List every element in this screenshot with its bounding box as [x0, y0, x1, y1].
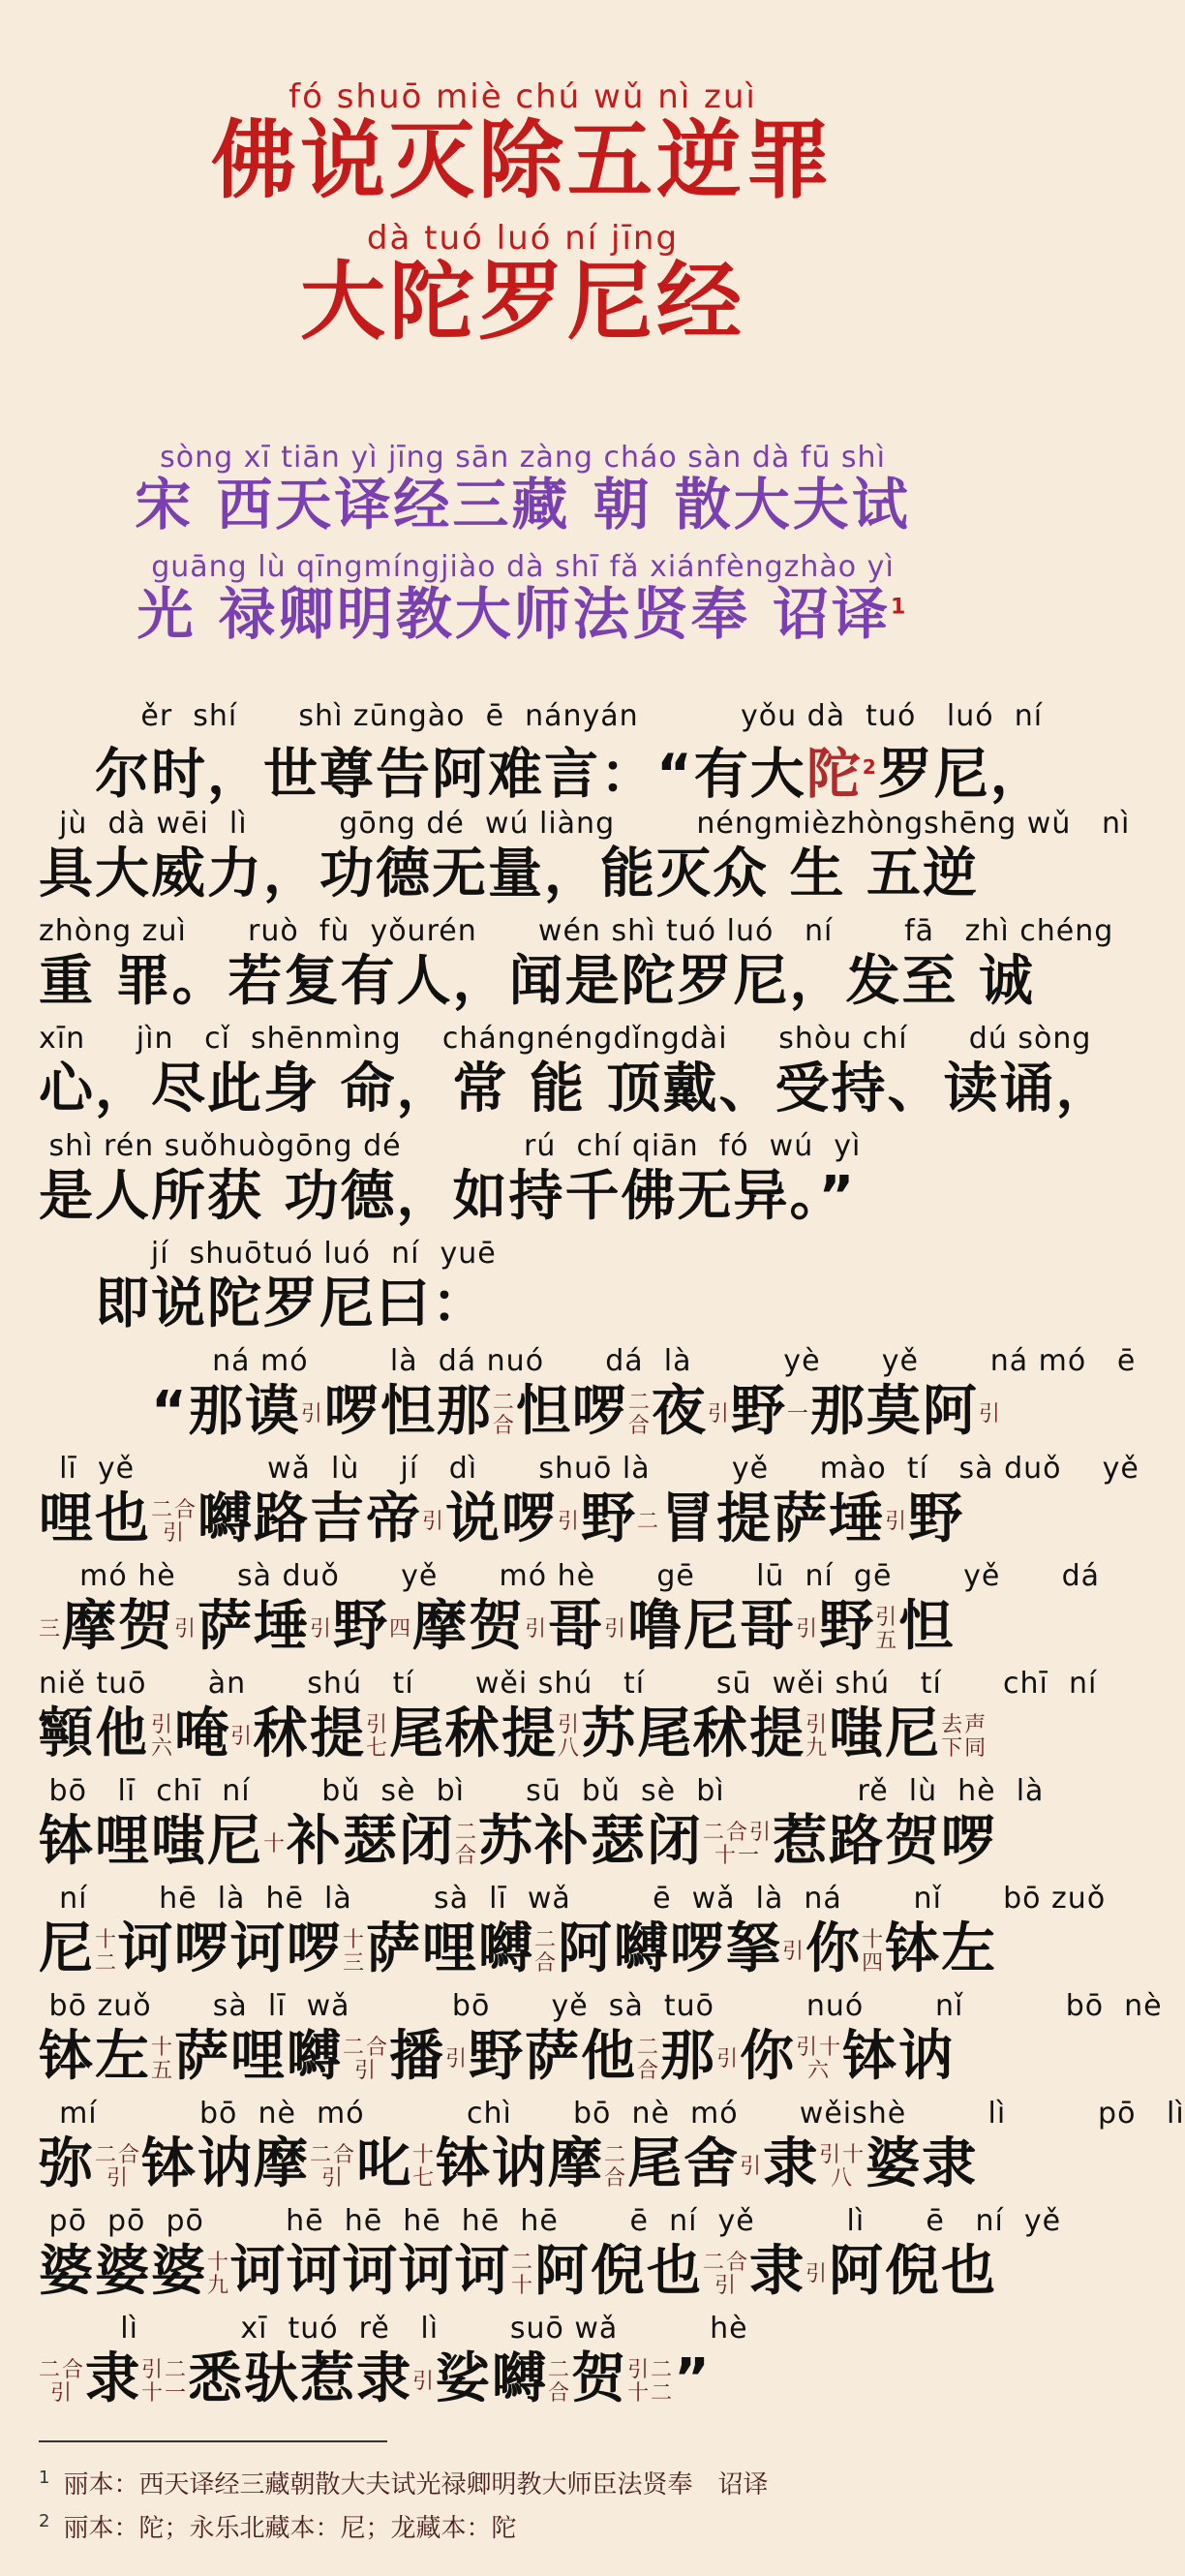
sutra-line-text: 哩也二合 引 嚩路吉帝引说啰引野二冒提萨埵引野 — [39, 1487, 965, 1550]
sutra-line-pinyin: bō lī chī ní bǔ sè bì sū bǔ sè bì rě lù hè là — [39, 1774, 1045, 1808]
annotation-mark: 引 — [525, 1616, 549, 1641]
sutra-line-pinyin: shì rén suǒhuògōng dé rú chí qiān fó wú yì — [39, 1129, 862, 1163]
annotation-mark: 引 — [805, 2261, 830, 2286]
sutra-line-pinyin: xīn jìn cǐ shēnmìng chángnéngdǐngdài shòu chí dú sòng — [39, 1022, 1092, 1056]
sutra-line — [39, 2202, 1062, 2303]
title-line2: 大陀罗尼经 — [299, 252, 745, 353]
footnote-ref-2: 2 — [862, 755, 878, 779]
annotation-mark: 二 合 — [534, 1927, 559, 1976]
sutra-line-pinyin: niě tuō àn shú tí wěi shú tí sū wěi shú tí chī ní — [39, 1667, 1098, 1701]
sutra-line-text: 重 罪。若复有人，闻是陀罗尼，发至 诚 — [39, 950, 1035, 1013]
annotation-mark: 引 — [300, 1401, 324, 1426]
annotation-mark: 引十 八 — [819, 2142, 866, 2191]
annotation-mark: 引 — [716, 2046, 741, 2071]
sutra-line — [39, 1772, 1045, 1873]
variant-char: 陀 — [805, 743, 863, 807]
sutra-line — [39, 1987, 1163, 2088]
annotation-mark: 十 七 — [412, 2142, 437, 2191]
annotation-mark: 引 — [796, 1616, 820, 1641]
annotation-mark: 二 — [637, 1509, 661, 1534]
footnote-2 — [39, 2508, 516, 2544]
sutra-line — [39, 1880, 1107, 1980]
sutra-line-text: 弥二合 引 钵讷摩二合 引 叱十 七钵讷摩二 合尾舍引隶引十 八 婆隶 — [39, 2132, 979, 2195]
sutra-line — [39, 912, 1114, 1013]
annotation-mark: 二合 引 — [310, 2142, 357, 2191]
sutra-line — [39, 2310, 1007, 2410]
sutra-line-text: 尔时，世尊告阿难言：“有大陀$^2$罗尼， — [39, 743, 1047, 807]
sutra-line-pinyin: ní hē là hē là sà lī wǎ ē wǎ là ná nǐ bō zuǒ — [39, 1882, 1107, 1916]
sutra-line-text: 婆婆婆十 九诃诃诃诃诃二 十阿倪也二合 引 隶引阿倪也 — [39, 2240, 998, 2303]
sutra-line — [39, 2095, 1185, 2195]
annotation-mark: 引 — [885, 1509, 909, 1534]
annotation-mark: 引 — [310, 1616, 334, 1641]
annotation-mark: 引 七 — [366, 1712, 390, 1761]
sutra-line-text: 三摩贺引萨埵引野四摩贺引哥引噜尼哥引野引 五怛 — [39, 1595, 956, 1658]
sutra-line-text: “那谟引啰怛那二 合怛啰二 合夜引野一那莫阿引 — [39, 1380, 1002, 1443]
sutra-line-pinyin: lì xī tuó rě lì suō wǎ hè — [39, 2312, 748, 2346]
sutra-line-pinyin: pō pō pō hē hē hē hē hē ē ní yě lì ē ní yě — [39, 2204, 1062, 2238]
translator-line2-text: 光 禄卿明教大师法贤奉 诏译 — [137, 580, 892, 647]
annotation-mark: 二合 引 — [703, 2250, 750, 2298]
title-line2-pinyin: dà tuó luó ní jīng — [366, 219, 680, 259]
sutra-line-text: 尼十 二诃啰诃啰十 三萨哩嚩二 合阿嚩啰拏引你十 四钵左 — [39, 1917, 998, 1980]
annotation-mark: 去声 下同 — [941, 1712, 988, 1761]
annotation-mark: 引 六 — [151, 1712, 175, 1761]
sutra-line-pinyin: ná mó là dá nuó dá là yè yě ná mó ē — [39, 1344, 1137, 1378]
sutra-line-text: 钵哩嗤尼十补瑟闭二 合苏补瑟闭二合引 十一 惹路贺啰 — [39, 1810, 998, 1873]
annotation-mark: 十 四 — [862, 1927, 886, 1976]
annotation-mark: 引 — [782, 1939, 806, 1964]
annotation-mark: 引 八 — [558, 1712, 582, 1761]
annotation-mark: 引 — [445, 2046, 470, 2071]
sutra-line — [39, 1235, 1007, 1335]
annotation-mark: 引 — [707, 1401, 731, 1426]
sutra-line-pinyin: mó hè sà duǒ yě mó hè gē lū ní gē yě dá — [39, 1559, 1101, 1593]
annotation-mark: 引 — [604, 1616, 628, 1641]
annotation-mark: 引 — [422, 1509, 446, 1534]
annotation-mark: 一 — [786, 1401, 810, 1426]
translator-line2-pinyin: guāng lù qīngmíngjiào dà shī fǎ xiánfèngzhào yì — [151, 549, 895, 584]
translator-line2 — [0, 580, 1046, 647]
footnote-2-text: 丽本：陀；永乐北藏本：尼；龙藏本：陀 — [63, 2514, 517, 2543]
footnote-1-number: 1 — [39, 2468, 50, 2489]
annotation-mark: 引 九 — [805, 1712, 830, 1761]
title-block — [0, 77, 1046, 353]
sutra-line — [39, 1020, 1112, 1120]
sutra-line-text: 𩕳他引 六唵引秫提引 七尾秫提引 八苏尾秫提引 九嗤尼去声 下同 — [39, 1702, 988, 1765]
sutra-line — [39, 805, 1131, 905]
annotation-mark: 十 — [263, 1831, 288, 1856]
sutra-line-text: 心，尽此身 命，常 能 顶戴、受持、读诵， — [39, 1058, 1112, 1120]
annotation-mark: 二 合 — [492, 1390, 516, 1438]
sutra-line-pinyin: jí shuōtuó luó ní yuē — [39, 1237, 497, 1271]
annotation-mark: 二合 引 — [151, 1497, 198, 1546]
annotation-mark: 二合 引 — [95, 2142, 142, 2191]
footnote-1-text: 丽本：西天译经三藏朝散大夫试光禄卿明教大师臣法贤奉 诏译 — [63, 2470, 769, 2499]
sutra-line-pinyin: ěr shí shì zūngào ē nányán yǒu dà tuó luó ní — [39, 699, 1044, 733]
sutra-line-pinyin: bō zuǒ sà lī wǎ bō yě sà tuō nuó nǐ bō nè — [39, 1989, 1163, 2023]
sutra-line — [39, 1127, 1007, 1228]
translator-block — [0, 441, 1046, 646]
annotation-mark: 四 — [389, 1616, 413, 1641]
annotation-mark: 引二 十二 — [627, 2357, 675, 2406]
sutra-line-text: 是人所获 功德，如持千佛无异。” — [39, 1165, 857, 1228]
sutra-line-pinyin: jù dà wēi lì gōng dé wú liàng néngmièzhòngshēng wǔ nì — [39, 807, 1131, 841]
translator-line1: 宋 西天译经三藏 朝 散大夫试 — [135, 472, 911, 537]
annotation-mark: 引 — [978, 1401, 1002, 1426]
sutra-line — [39, 1665, 1098, 1765]
annotation-mark: 二合引 十一 — [703, 1820, 774, 1868]
annotation-mark: 引二 十一 — [141, 2357, 189, 2406]
annotation-mark: 三 — [39, 1616, 63, 1641]
sutra-line-pinyin: mí bō nè mó chì bō nè mó wěishè lì pō lì — [39, 2097, 1185, 2131]
annotation-mark: 二合 引 — [39, 2357, 86, 2406]
annotation-mark: 十 二 — [95, 1927, 119, 1976]
annotation-mark: 引 — [230, 1724, 255, 1749]
title-line1: 佛说灭除五逆罪 — [210, 110, 835, 210]
annotation-mark: 引 — [412, 2369, 437, 2394]
annotation-mark: 引十 六 — [796, 2035, 843, 2083]
annotation-mark: 二 合 — [455, 1820, 479, 1868]
annotation-mark: 引 — [174, 1616, 198, 1641]
footnote-divider — [39, 2440, 387, 2442]
annotation-mark: 引 — [740, 2154, 764, 2179]
sutra-line — [39, 697, 1047, 807]
footnote-ref-1: 1 — [891, 595, 909, 620]
sutra-line-text: 即说陀罗尼曰： — [39, 1273, 488, 1335]
sutra-line-text: 二合 引 隶引二 十一悉驮惹隶引娑嚩二 合贺引二 十二” — [39, 2347, 712, 2410]
annotation-mark: 二 合 — [637, 2035, 661, 2083]
title-line1-pinyin: fó shuō miè chú wǔ nì zuì — [289, 77, 757, 116]
sutra-line — [39, 1450, 1139, 1550]
sutra-line-pinyin: lī yě wǎ lù jí dì shuō là yě mào tí sà duǒ yě — [39, 1452, 1139, 1486]
annotation-mark: 二合 引 — [343, 2035, 390, 2083]
annotation-mark: 引 — [558, 1509, 582, 1534]
footnote-1 — [39, 2465, 768, 2500]
annotation-mark: 二 十 — [511, 2250, 535, 2298]
annotation-mark: 二 合 — [548, 2357, 572, 2406]
sutra-line — [39, 1557, 1101, 1658]
annotation-mark: 二 合 — [627, 1390, 652, 1438]
sutra-line-text: 具大威力，功德无量，能灭众 生 五逆 — [39, 843, 979, 905]
sutra-line — [39, 1342, 1137, 1443]
sutra-line-pinyin: zhòng zuì ruò fù yǒurén wén shì tuó luó ní fā zhì chéng — [39, 914, 1114, 948]
annotation-mark: 十 九 — [207, 2250, 231, 2298]
sutra-line-text: 钵左十 五萨哩嚩二合 引 播引野萨他二 合那引你引十 六 钵讷 — [39, 2025, 956, 2088]
annotation-mark: 引 五 — [875, 1605, 899, 1653]
annotation-mark: 十 三 — [343, 1927, 367, 1976]
footnote-2-number: 2 — [39, 2511, 50, 2532]
annotation-mark: 二 合 — [604, 2142, 628, 2191]
translator-line1-pinyin: sòng xī tiān yì jīng sān zàng cháo sàn dà fū shì — [160, 441, 886, 475]
annotation-mark: 十 五 — [151, 2035, 175, 2083]
